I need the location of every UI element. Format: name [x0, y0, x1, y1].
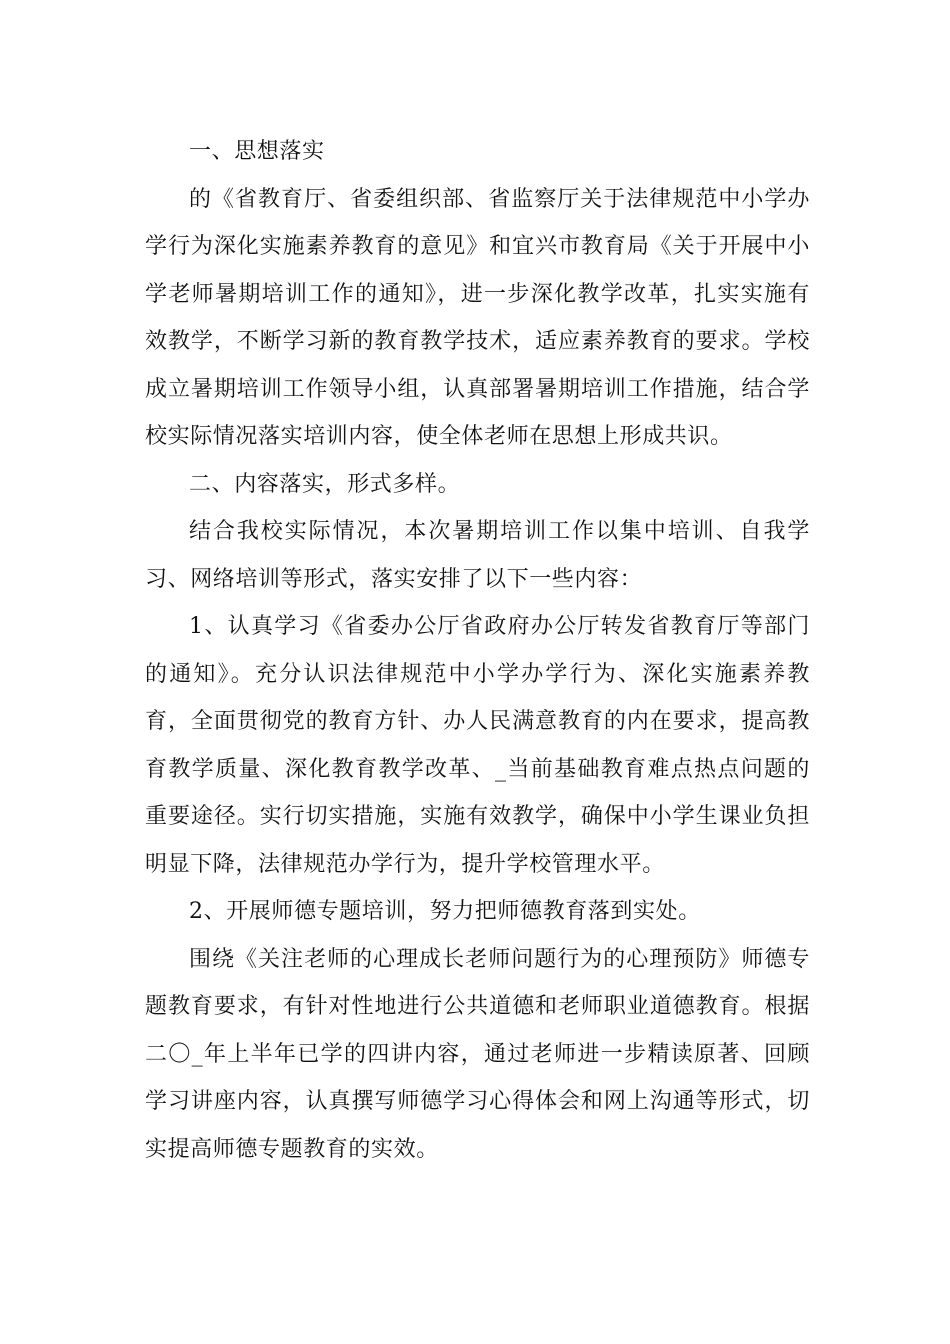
- paragraph-item-2-detail: 围绕《关注老师的心理成长老师问题行为的心理预防》师德专题教育要求，有针对性地进行公共道德和老师职业道德教育。根据二〇_年上半年已学的四讲内容，通过老师进一步精读原著、回顾学习讲座内容，认真撰写师德学习心得体会和网上沟通等形式，切实提高师德专题教育的实效。: [145, 946, 810, 1162]
- document-body: [145, 128, 810, 1173]
- paragraph-content-intro: 结合我校实际情况，本次暑期培训工作以集中培训、自我学习、网络培训等形式，落实安排了以下一些内容：: [145, 519, 810, 592]
- heading-ideology: 一、思想落实: [189, 139, 325, 164]
- paragraph-item-2: 2、开展师德专题培训，努力把师德教育落到实处。: [189, 899, 701, 924]
- heading-content: 二、内容落实，形式多样。: [189, 471, 461, 497]
- paragraph-item-1: 1、认真学习《省委办公厅省政府办公厅转发省教育厅等部门的通知》。充分认识法律规范中小学办学行为、深化实施素养教育，全面贯彻党的教育方针、办人民满意教育的内在要求，提高教育教学质量、深化教育教学改革、_当前基础教育难点热点问题的重要途径。实行切实措施，实施有效教学，确保中小学生课业负担明显下降，法律规范办学行为，提升学校管理水平。: [145, 614, 810, 877]
- paragraph-ideology-detail: 的《省教育厅、省委组织部、省监察厅关于法律规范中小学办学行为深化实施素养教育的意见》和宜兴市教育局《关于开展中小学老师暑期培训工作的通知》，进一步深化教学改革，扎实实施有效教学，不断学习新的教育教学技术，适应素养教育的要求。学校成立暑期培训工作领导小组，认真部署暑期培训工作措施，结合学校实际情况落实培训内容，使全体老师在思想上形成共识。: [145, 186, 810, 449]
